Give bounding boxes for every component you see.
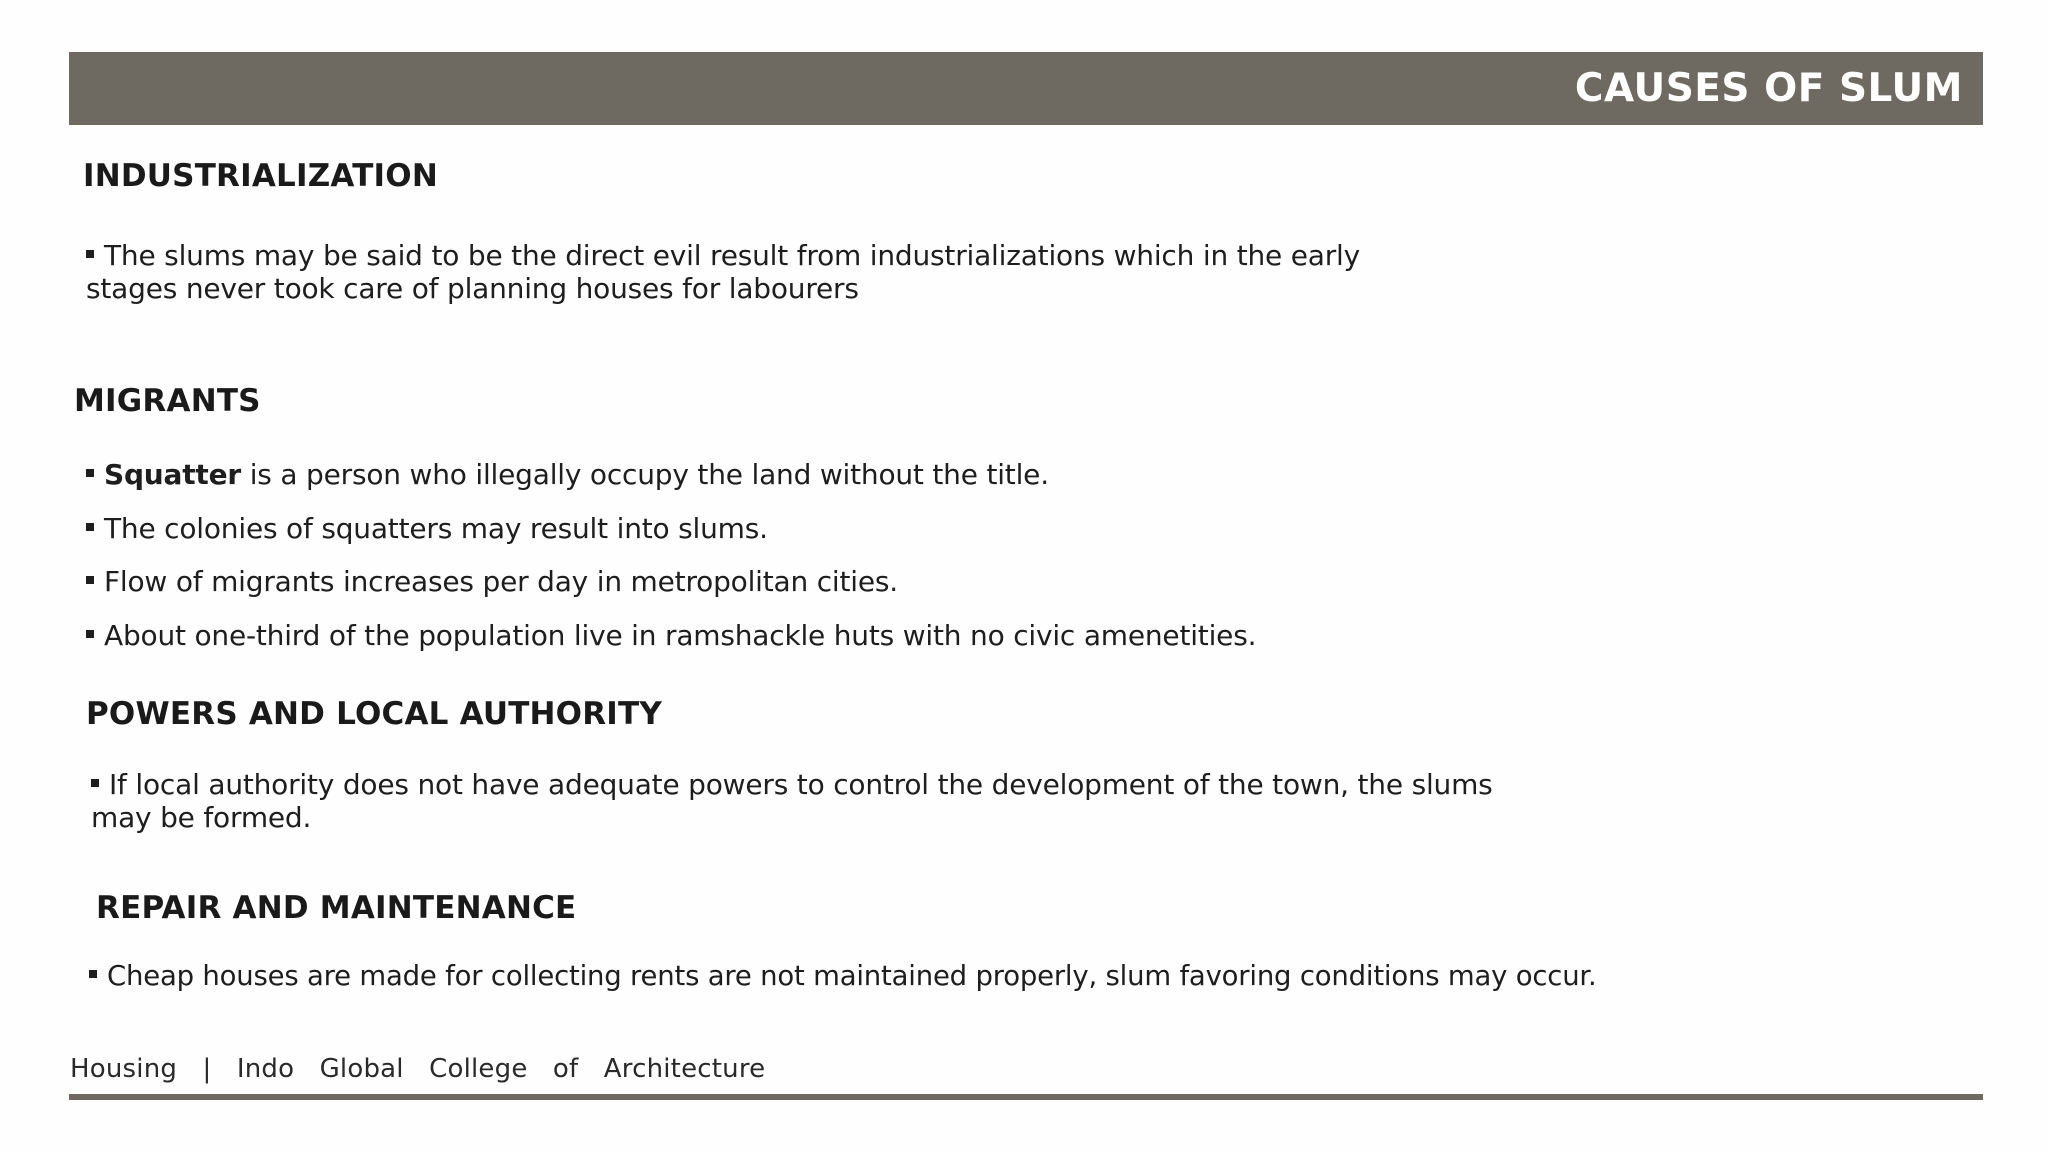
footer-caption: Housing | Indo Global College of Architecture <box>70 1054 766 1084</box>
bullet-text: is a person who illegally occupy the land without the title. <box>241 458 1049 491</box>
bullet-text: About one-third of the population live in ramshackle huts with no civic amenetities. <box>104 619 1257 652</box>
section-heading-migrants: MIGRANTS <box>74 383 261 419</box>
bullet-text: Flow of migrants increases per day in metropolitan cities. <box>104 565 898 598</box>
bullet-local-authority <box>91 768 1711 834</box>
bullet-square-icon <box>86 469 94 477</box>
slide-title: CAUSES OF SLUM <box>1574 66 1963 111</box>
bullet-text-line1: The slums may be said to be the direct evil result from industrializations which in the early <box>104 239 1360 272</box>
bullet-square-icon <box>86 576 94 584</box>
section-heading-powers-local-authority: POWERS AND LOCAL AUTHORITY <box>86 696 663 732</box>
bullet-text: The colonies of squatters may result into slums. <box>104 512 768 545</box>
bullet-cheap-houses <box>89 960 1597 993</box>
bullet-text-line2: may be formed. <box>91 801 312 834</box>
term-squatter: Squatter <box>104 458 242 491</box>
bullet-square-icon <box>89 970 97 978</box>
bullet-text-line1: If local authority does not have adequate powers to control the development of the town, the slums <box>109 768 1493 801</box>
bullet-square-icon <box>86 250 94 258</box>
bullet-squatter <box>86 458 1049 491</box>
bullet-colonies <box>86 512 768 545</box>
bullet-square-icon <box>86 523 94 531</box>
bullet-flow-of-migrants <box>86 565 898 598</box>
bullet-square-icon <box>91 779 99 787</box>
title-bar <box>69 52 1983 125</box>
section-heading-repair-maintenance: REPAIR AND MAINTENANCE <box>96 890 577 926</box>
bullet-square-icon <box>86 630 94 638</box>
bullet-text: Cheap houses are made for collecting rents are not maintained properly, slum favoring conditions may occur. <box>107 960 1597 992</box>
bullet-text-line2: stages never took care of planning houses for labourers <box>86 272 859 305</box>
footer-divider <box>69 1094 1983 1100</box>
bullet-industrialization <box>86 239 1506 305</box>
section-heading-industrialization: INDUSTRIALIZATION <box>83 158 438 194</box>
bullet-one-third <box>86 619 1256 652</box>
